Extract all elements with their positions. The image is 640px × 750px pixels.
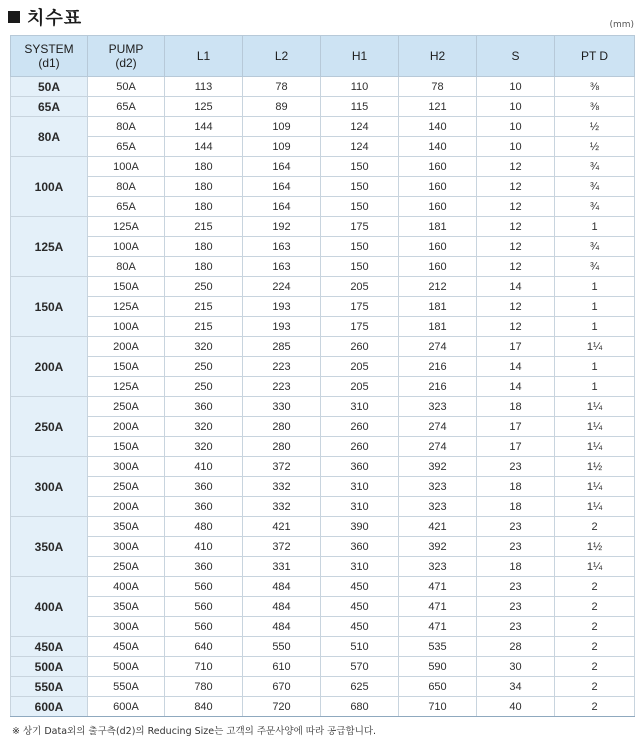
table-cell: 12: [477, 197, 555, 217]
table-cell: 330: [243, 397, 321, 417]
table-cell: 113: [165, 77, 243, 97]
table-cell: 125: [165, 97, 243, 117]
table-cell: 360: [165, 557, 243, 577]
table-row: [11, 457, 635, 477]
table-cell: 1¼: [555, 397, 635, 417]
table-cell: 320: [165, 437, 243, 457]
table-row: [11, 97, 635, 117]
table-cell: 100A: [88, 157, 165, 177]
table-cell: 450: [321, 617, 399, 637]
table-cell: ¾: [555, 177, 635, 197]
table-cell: 50A: [88, 77, 165, 97]
table-cell: 150: [321, 237, 399, 257]
table-cell: 323: [399, 557, 477, 577]
table-cell: 323: [399, 397, 477, 417]
table-cell: 23: [477, 577, 555, 597]
table-cell: 2: [555, 597, 635, 617]
table-row: [11, 657, 635, 677]
table-cell: 590: [399, 657, 477, 677]
table-cell: 115: [321, 97, 399, 117]
table-cell: 1¼: [555, 557, 635, 577]
table-cell: 150: [321, 257, 399, 277]
table-cell: 510: [321, 637, 399, 657]
table-cell: 121: [399, 97, 477, 117]
table-cell: 350A: [88, 517, 165, 537]
table-cell: 332: [243, 477, 321, 497]
table-cell: 144: [165, 117, 243, 137]
table-cell: 720: [243, 697, 321, 717]
header-cell: H2: [399, 36, 477, 77]
table-cell: 193: [243, 317, 321, 337]
system-size-cell: 600A: [11, 697, 88, 717]
table-cell: 14: [477, 277, 555, 297]
table-cell: 320: [165, 337, 243, 357]
table-cell: 223: [243, 357, 321, 377]
table-cell: 17: [477, 437, 555, 457]
table-cell: ¾: [555, 237, 635, 257]
system-size-cell: 80A: [11, 117, 88, 157]
table-row: [11, 137, 635, 157]
table-cell: 12: [477, 217, 555, 237]
table-cell: 421: [243, 517, 321, 537]
table-cell: 471: [399, 577, 477, 597]
system-size-cell: 100A: [11, 157, 88, 217]
table-cell: ⅜: [555, 77, 635, 97]
table-cell: 192: [243, 217, 321, 237]
table-cell: 216: [399, 377, 477, 397]
table-cell: 180: [165, 157, 243, 177]
table-cell: 392: [399, 537, 477, 557]
table-cell: 163: [243, 237, 321, 257]
table-cell: 14: [477, 357, 555, 377]
system-size-cell: 200A: [11, 337, 88, 397]
table-cell: 1: [555, 297, 635, 317]
table-cell: 300A: [88, 537, 165, 557]
table-cell: 260: [321, 337, 399, 357]
table-cell: 560: [165, 577, 243, 597]
table-cell: 610: [243, 657, 321, 677]
table-cell: 215: [165, 317, 243, 337]
table-cell: 1: [555, 217, 635, 237]
table-row: [11, 537, 635, 557]
table-row: [11, 277, 635, 297]
table-row: [11, 577, 635, 597]
table-cell: 1: [555, 277, 635, 297]
table-cell: 23: [477, 457, 555, 477]
table-cell: 164: [243, 197, 321, 217]
table-cell: 535: [399, 637, 477, 657]
table-cell: 200A: [88, 497, 165, 517]
table-cell: 10: [477, 77, 555, 97]
table-cell: 65A: [88, 137, 165, 157]
table-row: [11, 517, 635, 537]
table-cell: 150A: [88, 437, 165, 457]
table-cell: 175: [321, 317, 399, 337]
table-cell: 260: [321, 417, 399, 437]
table-cell: 109: [243, 137, 321, 157]
table-cell: 1: [555, 317, 635, 337]
table-cell: 2: [555, 677, 635, 697]
header-row: [11, 36, 635, 77]
table-cell: 390: [321, 517, 399, 537]
system-size-cell: 150A: [11, 277, 88, 337]
table-cell: 124: [321, 137, 399, 157]
table-cell: 18: [477, 497, 555, 517]
table-cell: 34: [477, 677, 555, 697]
table-cell: 560: [165, 617, 243, 637]
table-cell: 80A: [88, 117, 165, 137]
table-cell: 2: [555, 657, 635, 677]
table-cell: 80A: [88, 177, 165, 197]
table-cell: 30: [477, 657, 555, 677]
table-row: [11, 197, 635, 217]
table-cell: 550A: [88, 677, 165, 697]
table-cell: 310: [321, 557, 399, 577]
table-body: [11, 77, 635, 717]
table-cell: 471: [399, 617, 477, 637]
table-cell: 285: [243, 337, 321, 357]
table-cell: 484: [243, 597, 321, 617]
table-cell: 12: [477, 297, 555, 317]
table-cell: 840: [165, 697, 243, 717]
table-cell: 18: [477, 477, 555, 497]
header-cell: PT D: [555, 36, 635, 77]
table-cell: 180: [165, 237, 243, 257]
table-cell: 212: [399, 277, 477, 297]
table-cell: 150: [321, 197, 399, 217]
table-cell: 40: [477, 697, 555, 717]
table-row: [11, 77, 635, 97]
table-cell: 471: [399, 597, 477, 617]
table-cell: 1¼: [555, 417, 635, 437]
table-cell: 125A: [88, 377, 165, 397]
table-cell: 181: [399, 297, 477, 317]
table-cell: 250: [165, 377, 243, 397]
table-cell: 23: [477, 617, 555, 637]
table-cell: ⅜: [555, 97, 635, 117]
table-row: [11, 397, 635, 417]
table-cell: 500A: [88, 657, 165, 677]
table-row: [11, 237, 635, 257]
table-cell: ¾: [555, 157, 635, 177]
table-row: [11, 677, 635, 697]
system-size-cell: 350A: [11, 517, 88, 577]
table-cell: 360: [165, 477, 243, 497]
table-cell: 310: [321, 477, 399, 497]
table-cell: 23: [477, 597, 555, 617]
table-cell: 160: [399, 237, 477, 257]
table-cell: 1½: [555, 537, 635, 557]
table-cell: 23: [477, 537, 555, 557]
table-cell: 484: [243, 617, 321, 637]
table-cell: 150: [321, 157, 399, 177]
table-cell: 14: [477, 377, 555, 397]
table-cell: 160: [399, 197, 477, 217]
table-cell: 1¼: [555, 497, 635, 517]
table-cell: 2: [555, 697, 635, 717]
table-cell: 223: [243, 377, 321, 397]
table-cell: 392: [399, 457, 477, 477]
table-cell: 484: [243, 577, 321, 597]
system-size-cell: 65A: [11, 97, 88, 117]
table-cell: 1¼: [555, 477, 635, 497]
title-text: 치수표: [27, 8, 83, 29]
header-cell: H1: [321, 36, 399, 77]
table-cell: 181: [399, 317, 477, 337]
table-cell: 109: [243, 117, 321, 137]
table-cell: 372: [243, 537, 321, 557]
table-row: [11, 477, 635, 497]
header-cell: SYSTEM (d1): [11, 36, 88, 77]
table-cell: 110: [321, 77, 399, 97]
table-cell: 710: [399, 697, 477, 717]
table-cell: 670: [243, 677, 321, 697]
table-cell: 124: [321, 117, 399, 137]
table-cell: 164: [243, 177, 321, 197]
table-row: [11, 177, 635, 197]
table-cell: 181: [399, 217, 477, 237]
table-cell: 400A: [88, 577, 165, 597]
table-cell: 274: [399, 337, 477, 357]
table-row: [11, 417, 635, 437]
footnote: ※ 상기 Data외의 출구측(d2)의 Reducing Size는 고객의 주문사양에 따라 공급합니다.: [12, 726, 377, 737]
table-cell: 144: [165, 137, 243, 157]
table-cell: 1½: [555, 457, 635, 477]
table-row: [11, 317, 635, 337]
table-cell: 560: [165, 597, 243, 617]
table-cell: 12: [477, 157, 555, 177]
table-cell: 215: [165, 217, 243, 237]
bullet-square-icon: [8, 11, 20, 23]
table-cell: 23: [477, 517, 555, 537]
table-cell: 200A: [88, 337, 165, 357]
table-cell: 323: [399, 477, 477, 497]
table-row: [11, 437, 635, 457]
table-cell: 1¼: [555, 337, 635, 357]
table-cell: 10: [477, 97, 555, 117]
dimension-table: [10, 35, 635, 717]
table-cell: 78: [399, 77, 477, 97]
table-cell: 216: [399, 357, 477, 377]
table-cell: 1: [555, 357, 635, 377]
table-cell: 160: [399, 257, 477, 277]
table-cell: 300A: [88, 617, 165, 637]
system-size-cell: 450A: [11, 637, 88, 657]
table-cell: 260: [321, 437, 399, 457]
table-row: [11, 157, 635, 177]
system-size-cell: 250A: [11, 397, 88, 457]
table-cell: 360: [165, 397, 243, 417]
table-cell: 2: [555, 517, 635, 537]
table-cell: 140: [399, 137, 477, 157]
table-cell: 280: [243, 417, 321, 437]
table-cell: 640: [165, 637, 243, 657]
table-cell: 310: [321, 397, 399, 417]
table-cell: 215: [165, 297, 243, 317]
table-cell: 274: [399, 417, 477, 437]
table-cell: 205: [321, 377, 399, 397]
table-row: [11, 217, 635, 237]
table-cell: 150A: [88, 277, 165, 297]
table-cell: 250: [165, 277, 243, 297]
table-cell: 2: [555, 577, 635, 597]
table-row: [11, 257, 635, 277]
table-cell: 320: [165, 417, 243, 437]
table-row: [11, 637, 635, 657]
table-cell: 300A: [88, 457, 165, 477]
table-cell: 570: [321, 657, 399, 677]
table-cell: 125A: [88, 217, 165, 237]
section-title: [8, 4, 82, 30]
table-cell: 310: [321, 497, 399, 517]
system-size-cell: 50A: [11, 77, 88, 97]
system-size-cell: 300A: [11, 457, 88, 517]
table-cell: 160: [399, 157, 477, 177]
table-row: [11, 697, 635, 717]
table-cell: 163: [243, 257, 321, 277]
header-cell: PUMP (d2): [88, 36, 165, 77]
table-cell: 164: [243, 157, 321, 177]
header-cell: L2: [243, 36, 321, 77]
table-cell: 2: [555, 617, 635, 637]
table-cell: 125A: [88, 297, 165, 317]
table-cell: ½: [555, 137, 635, 157]
table-row: [11, 357, 635, 377]
table-cell: 100A: [88, 317, 165, 337]
table-cell: 205: [321, 277, 399, 297]
table-cell: 10: [477, 137, 555, 157]
header-cell: L1: [165, 36, 243, 77]
table-cell: 10: [477, 117, 555, 137]
table-cell: 65A: [88, 197, 165, 217]
table-cell: 200A: [88, 417, 165, 437]
table-cell: 360: [165, 497, 243, 517]
table-cell: 323: [399, 497, 477, 517]
table-cell: 280: [243, 437, 321, 457]
table-cell: ¾: [555, 257, 635, 277]
table-cell: ¾: [555, 197, 635, 217]
table-cell: 2: [555, 637, 635, 657]
table-cell: 450: [321, 577, 399, 597]
table-cell: 274: [399, 437, 477, 457]
table-cell: 625: [321, 677, 399, 697]
table-row: [11, 337, 635, 357]
table-cell: 160: [399, 177, 477, 197]
table-cell: 450A: [88, 637, 165, 657]
table-cell: 12: [477, 317, 555, 337]
table-cell: 450: [321, 597, 399, 617]
table-cell: 78: [243, 77, 321, 97]
system-size-cell: 550A: [11, 677, 88, 697]
table-cell: 18: [477, 557, 555, 577]
table-cell: 80A: [88, 257, 165, 277]
table-cell: 140: [399, 117, 477, 137]
table-cell: 12: [477, 257, 555, 277]
table-cell: 600A: [88, 697, 165, 717]
system-size-cell: 500A: [11, 657, 88, 677]
table-cell: 250A: [88, 397, 165, 417]
table-cell: 150A: [88, 357, 165, 377]
table-cell: 100A: [88, 237, 165, 257]
table-cell: 250A: [88, 477, 165, 497]
table-cell: 224: [243, 277, 321, 297]
table-cell: 180: [165, 197, 243, 217]
table-cell: 372: [243, 457, 321, 477]
table-cell: 150: [321, 177, 399, 197]
table-cell: 180: [165, 257, 243, 277]
table-row: [11, 117, 635, 137]
table-cell: 17: [477, 417, 555, 437]
table-cell: 680: [321, 697, 399, 717]
table-cell: 360: [321, 537, 399, 557]
table-cell: ½: [555, 117, 635, 137]
table-cell: 410: [165, 537, 243, 557]
table-cell: 780: [165, 677, 243, 697]
header-cell: S: [477, 36, 555, 77]
table-cell: 331: [243, 557, 321, 577]
table-cell: 332: [243, 497, 321, 517]
table-cell: 350A: [88, 597, 165, 617]
table-cell: 360: [321, 457, 399, 477]
unit-label: (mm): [609, 20, 634, 30]
table-row: [11, 557, 635, 577]
system-size-cell: 400A: [11, 577, 88, 637]
table-cell: 193: [243, 297, 321, 317]
table-cell: 18: [477, 397, 555, 417]
table-cell: 89: [243, 97, 321, 117]
system-size-cell: 125A: [11, 217, 88, 277]
table-cell: 175: [321, 217, 399, 237]
table-cell: 205: [321, 357, 399, 377]
table-cell: 17: [477, 337, 555, 357]
table-cell: 12: [477, 237, 555, 257]
table-cell: 1: [555, 377, 635, 397]
table-cell: 175: [321, 297, 399, 317]
table-cell: 550: [243, 637, 321, 657]
table-cell: 480: [165, 517, 243, 537]
table-row: [11, 497, 635, 517]
table-cell: 710: [165, 657, 243, 677]
table-cell: 250A: [88, 557, 165, 577]
table-cell: 421: [399, 517, 477, 537]
table-row: [11, 377, 635, 397]
table-cell: 180: [165, 177, 243, 197]
table-row: [11, 597, 635, 617]
table-cell: 12: [477, 177, 555, 197]
table-cell: 650: [399, 677, 477, 697]
table-cell: 410: [165, 457, 243, 477]
table-row: [11, 297, 635, 317]
table-cell: 250: [165, 357, 243, 377]
table-cell: 65A: [88, 97, 165, 117]
table-row: [11, 617, 635, 637]
table-cell: 1¼: [555, 437, 635, 457]
table-cell: 28: [477, 637, 555, 657]
